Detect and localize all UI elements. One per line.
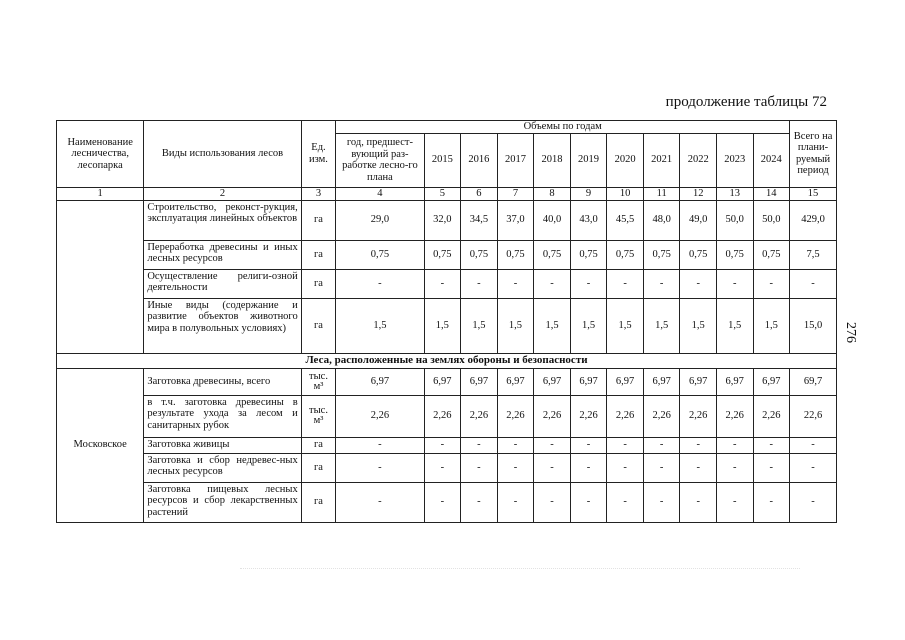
year-value: - — [461, 453, 498, 482]
unit-cell: га — [301, 482, 336, 522]
column-number: 6 — [461, 187, 498, 200]
year-value: - — [753, 453, 790, 482]
prev-year-value: - — [336, 437, 424, 453]
column-number: 10 — [607, 187, 644, 200]
year-value: - — [497, 437, 534, 453]
unit-cell: тыс. м³ — [301, 395, 336, 437]
year-value: 1,5 — [607, 298, 644, 353]
total-value: 22,6 — [790, 395, 837, 437]
year-value: 1,5 — [424, 298, 461, 353]
year-value: - — [534, 453, 571, 482]
year-value: 32,0 — [424, 200, 461, 240]
column-number-row — [57, 187, 837, 200]
column-number: 3 — [301, 187, 336, 200]
header-year: 2023 — [716, 133, 753, 187]
column-number: 15 — [790, 187, 837, 200]
year-value: 2,26 — [461, 395, 498, 437]
header-year: 2015 — [424, 133, 461, 187]
table-row — [57, 395, 837, 437]
table-caption: продолжение таблицы 72 — [665, 94, 827, 110]
unit-cell: га — [301, 437, 336, 453]
year-value: 43,0 — [570, 200, 607, 240]
header-year: 2024 — [753, 133, 790, 187]
forest-usage-table — [56, 120, 837, 523]
year-value: 45,5 — [607, 200, 644, 240]
year-value: 0,75 — [716, 240, 753, 269]
prev-year-value: 29,0 — [336, 200, 424, 240]
table-row — [57, 368, 837, 395]
year-value: 2,26 — [534, 395, 571, 437]
year-value: - — [461, 269, 498, 298]
year-value: - — [534, 437, 571, 453]
column-number: 12 — [680, 187, 717, 200]
header-year: 2019 — [570, 133, 607, 187]
total-value: 15,0 — [790, 298, 837, 353]
year-value: 6,97 — [753, 368, 790, 395]
year-value: - — [643, 437, 680, 453]
year-value: 2,26 — [424, 395, 461, 437]
total-value: - — [790, 482, 837, 522]
year-value: - — [570, 437, 607, 453]
header-forestry: Наименование лесничества, лесопарка — [57, 121, 144, 188]
usage-kind: Заготовка древесины, всего — [144, 368, 301, 395]
year-value: - — [680, 482, 717, 522]
prev-year-value: 2,26 — [336, 395, 424, 437]
year-value: 1,5 — [643, 298, 680, 353]
column-number: 1 — [57, 187, 144, 200]
year-value: 48,0 — [643, 200, 680, 240]
column-number: 14 — [753, 187, 790, 200]
usage-kind: в т.ч. заготовка древесины в результате ухода за лесом и санитарных рубок — [144, 395, 301, 437]
year-value: 0,75 — [461, 240, 498, 269]
year-value: 2,26 — [753, 395, 790, 437]
year-value: 6,97 — [461, 368, 498, 395]
year-value: - — [607, 269, 644, 298]
usage-kind: Заготовка и сбор недревес-ных лесных ресурсов — [144, 453, 301, 482]
year-value: 34,5 — [461, 200, 498, 240]
year-value: - — [680, 437, 717, 453]
year-value: 2,26 — [497, 395, 534, 437]
year-value: - — [680, 453, 717, 482]
year-value: - — [716, 269, 753, 298]
year-value: 6,97 — [424, 368, 461, 395]
header-year: 2018 — [534, 133, 571, 187]
prev-year-value: 6,97 — [336, 368, 424, 395]
year-value: - — [716, 437, 753, 453]
prev-year-value: - — [336, 482, 424, 522]
year-value: 2,26 — [643, 395, 680, 437]
header-usage: Виды использования лесов — [144, 121, 301, 188]
year-value: - — [607, 482, 644, 522]
usage-kind: Осуществление религи-озной деятельности — [144, 269, 301, 298]
year-value: 2,26 — [607, 395, 644, 437]
year-value: 1,5 — [753, 298, 790, 353]
year-value: - — [716, 482, 753, 522]
section-row — [57, 353, 837, 368]
header-volumes: Объемы по годам — [336, 121, 790, 134]
year-value: - — [570, 453, 607, 482]
year-value: 6,97 — [643, 368, 680, 395]
header-unit: Ед. изм. — [301, 121, 336, 188]
year-value: 6,97 — [570, 368, 607, 395]
year-value: 6,97 — [716, 368, 753, 395]
table-row — [57, 437, 837, 453]
year-value: - — [753, 269, 790, 298]
year-value: 2,26 — [570, 395, 607, 437]
year-value: 1,5 — [497, 298, 534, 353]
unit-cell: га — [301, 200, 336, 240]
header-year: 2017 — [497, 133, 534, 187]
year-value: 1,5 — [680, 298, 717, 353]
year-value: - — [753, 437, 790, 453]
year-value: 0,75 — [424, 240, 461, 269]
year-value: 6,97 — [497, 368, 534, 395]
unit-cell: га — [301, 453, 336, 482]
column-number: 2 — [144, 187, 301, 200]
usage-kind: Переработка древесины и иных лесных ресурсов — [144, 240, 301, 269]
column-number: 11 — [643, 187, 680, 200]
year-value: - — [643, 482, 680, 522]
unit-cell: га — [301, 240, 336, 269]
year-value: 0,75 — [607, 240, 644, 269]
year-value: - — [607, 437, 644, 453]
header-total: Всего на плани-руемый период — [790, 121, 837, 188]
total-value: - — [790, 453, 837, 482]
year-value: - — [461, 437, 498, 453]
year-value: 6,97 — [680, 368, 717, 395]
year-value: - — [497, 453, 534, 482]
scan-noise-line — [240, 568, 800, 589]
year-value: - — [424, 482, 461, 522]
header-year: 2022 — [680, 133, 717, 187]
year-value: 0,75 — [753, 240, 790, 269]
header-year: 2016 — [461, 133, 498, 187]
year-value: - — [497, 482, 534, 522]
year-value: - — [607, 453, 644, 482]
usage-kind: Иные виды (содержание и развитие объектов животного мира в полувольных условиях) — [144, 298, 301, 353]
year-value: 0,75 — [497, 240, 534, 269]
year-value: 0,75 — [680, 240, 717, 269]
unit-cell: га — [301, 269, 336, 298]
year-value: 0,75 — [643, 240, 680, 269]
unit-cell: тыс. м³ — [301, 368, 336, 395]
year-value: 40,0 — [534, 200, 571, 240]
header-year: 2021 — [643, 133, 680, 187]
year-value: - — [424, 453, 461, 482]
column-number: 4 — [336, 187, 424, 200]
year-value: 1,5 — [461, 298, 498, 353]
table-row — [57, 240, 837, 269]
year-value: - — [534, 269, 571, 298]
total-value: 69,7 — [790, 368, 837, 395]
usage-kind: Заготовка живицы — [144, 437, 301, 453]
unit-cell: га — [301, 298, 336, 353]
year-value: - — [534, 482, 571, 522]
usage-kind: Заготовка пищевых лесных ресурсов и сбор лекарственных растений — [144, 482, 301, 522]
column-number: 5 — [424, 187, 461, 200]
total-value: - — [790, 269, 837, 298]
year-value: 2,26 — [680, 395, 717, 437]
year-value: 0,75 — [534, 240, 571, 269]
year-value: - — [424, 437, 461, 453]
year-value: - — [753, 482, 790, 522]
table-row — [57, 482, 837, 522]
year-value: 0,75 — [570, 240, 607, 269]
table-row — [57, 269, 837, 298]
prev-year-value: - — [336, 453, 424, 482]
year-value: - — [424, 269, 461, 298]
year-value: - — [497, 269, 534, 298]
year-value: - — [643, 453, 680, 482]
section-title: Леса, расположенные на землях обороны и безопасности — [57, 353, 837, 368]
table-row — [57, 453, 837, 482]
column-number: 13 — [716, 187, 753, 200]
usage-kind: Строительство, реконст-рукция, эксплуатация линейных объектов — [144, 200, 301, 240]
year-value: 6,97 — [534, 368, 571, 395]
column-number: 7 — [497, 187, 534, 200]
table-row — [57, 298, 837, 353]
prev-year-value: 1,5 — [336, 298, 424, 353]
total-value: 429,0 — [790, 200, 837, 240]
column-number: 9 — [570, 187, 607, 200]
header-year: 2020 — [607, 133, 644, 187]
table-row — [57, 200, 837, 240]
year-value: 49,0 — [680, 200, 717, 240]
forestry-cell-empty — [57, 200, 144, 353]
year-value: - — [570, 269, 607, 298]
year-value: - — [680, 269, 717, 298]
year-value: 6,97 — [607, 368, 644, 395]
year-value: - — [716, 453, 753, 482]
year-value: 2,26 — [716, 395, 753, 437]
header-prev-year: год, предшест-вующий раз-работке лесно-го плана — [336, 133, 424, 187]
prev-year-value: 0,75 — [336, 240, 424, 269]
prev-year-value: - — [336, 269, 424, 298]
year-value: 1,5 — [570, 298, 607, 353]
forestry-name: Московское — [57, 368, 144, 522]
year-value: - — [643, 269, 680, 298]
year-value: 1,5 — [716, 298, 753, 353]
total-value: 7,5 — [790, 240, 837, 269]
year-value: 37,0 — [497, 200, 534, 240]
year-value: 1,5 — [534, 298, 571, 353]
year-value: 50,0 — [753, 200, 790, 240]
year-value: - — [570, 482, 607, 522]
page-number: 276 — [843, 322, 858, 343]
total-value: - — [790, 437, 837, 453]
year-value: - — [461, 482, 498, 522]
column-number: 8 — [534, 187, 571, 200]
year-value: 50,0 — [716, 200, 753, 240]
